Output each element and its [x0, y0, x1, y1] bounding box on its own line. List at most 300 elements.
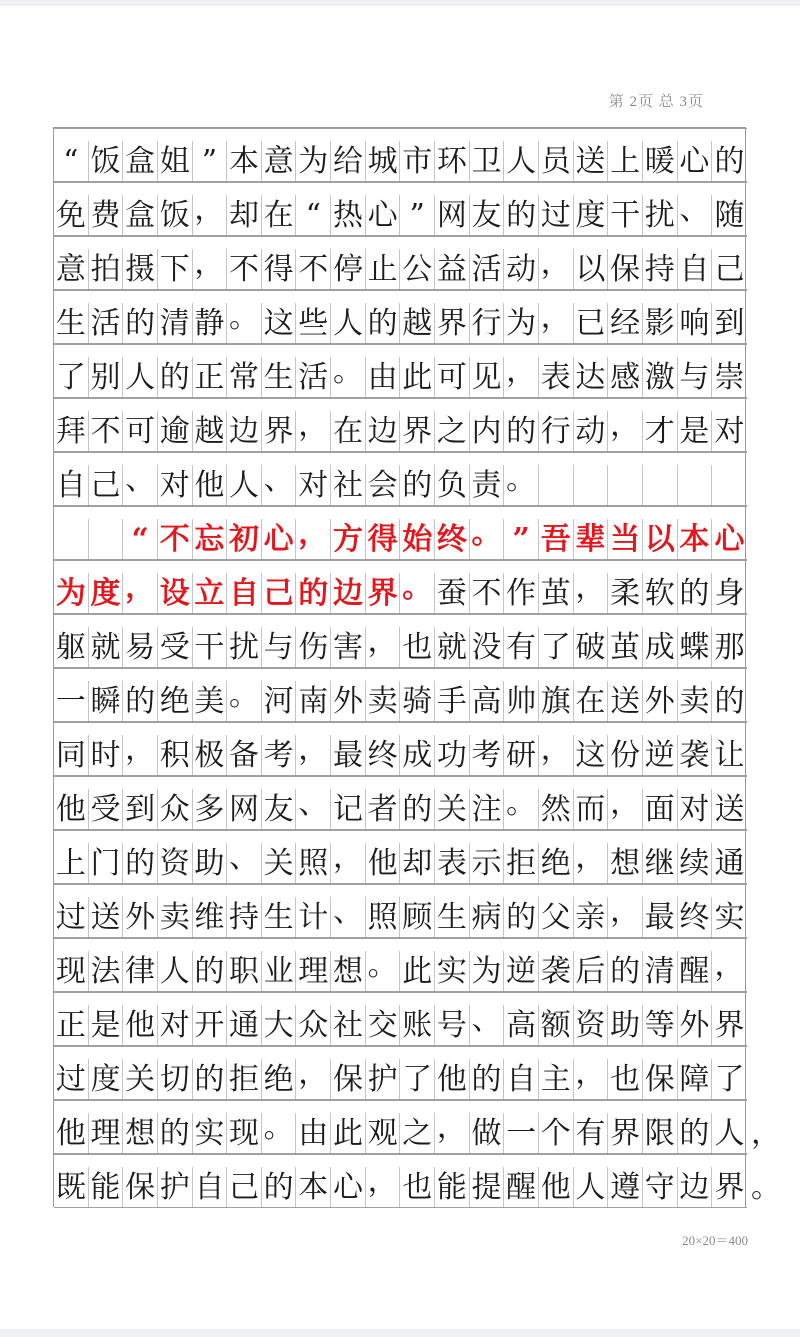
grid-cell: 照 [296, 843, 331, 884]
grid-cell: 。 [262, 1113, 297, 1154]
grid-cell: 静 [193, 303, 228, 344]
grid-cell: 行 [470, 303, 505, 344]
grid-cell: 边 [366, 411, 401, 452]
grid-cell: 等 [643, 1005, 678, 1046]
grid-cell: 通 [714, 846, 745, 881]
grid-cell: 的 [400, 789, 435, 830]
grid-cell: 绝 [158, 681, 193, 722]
grid-row [54, 506, 747, 560]
grid-cell: 就 [435, 627, 470, 668]
grid-cell: 扰 [643, 195, 678, 236]
grid-cell: 活 [470, 249, 505, 290]
grid-cell: 关 [123, 1059, 158, 1100]
grid-cell: 在 [574, 681, 609, 722]
grid-cell: 的 [158, 357, 193, 398]
grid-cell: 的 [504, 195, 539, 236]
grid-cell: ， [193, 249, 228, 290]
grid-cell: 考 [262, 735, 297, 776]
grid-cell: ， [331, 843, 366, 884]
grid-cell: 律 [123, 951, 158, 992]
grid-cell: 自 [504, 1059, 539, 1100]
grid-cell: 破 [574, 627, 609, 668]
grid-cell: 外 [678, 1005, 713, 1046]
grid-cell: 辈 [574, 519, 609, 560]
grid-cell: 个 [539, 1113, 574, 1154]
grid-cell: 人 [158, 951, 193, 992]
grid-cell: ， [296, 411, 331, 452]
grid-cell: 经 [608, 303, 643, 344]
grid-cell: 旗 [539, 681, 574, 722]
grid-cell: 益 [435, 249, 470, 290]
grid-cell: 的 [193, 951, 228, 992]
grid-cell: 现 [227, 1113, 262, 1154]
grid-cell: 限 [643, 1113, 678, 1154]
grid-cell: 吾 [539, 519, 574, 560]
grid-cell: 才 [643, 411, 678, 452]
grid-cell: 。 [227, 681, 262, 722]
grid-cells [54, 1056, 747, 1100]
grid-cell: ， [193, 195, 228, 236]
grid-cell: 的 [504, 411, 539, 452]
grid-cell: 计 [296, 897, 331, 938]
grid-cell: ， [296, 735, 331, 776]
grid-cell: 继 [643, 843, 678, 884]
grid-cell [678, 465, 713, 506]
grid-cell: 的 [678, 573, 713, 614]
grid-cells [54, 1164, 747, 1208]
grid-cell: 拒 [227, 1059, 262, 1100]
grid-cells [54, 141, 747, 182]
grid-cell: 动 [574, 411, 609, 452]
grid-cell: 作 [504, 573, 539, 614]
grid-cells [54, 624, 747, 668]
grid-cell: 。 [504, 789, 539, 830]
grid-cell: 终 [678, 897, 713, 938]
grid-cell: 人 [504, 141, 539, 182]
grid-cell: 遵 [608, 1167, 643, 1208]
grid-cell: 额 [539, 1005, 574, 1046]
grid-cell: 受 [158, 627, 193, 668]
grid-cell: ” [504, 519, 539, 560]
grid-cell: ， [539, 735, 574, 776]
grid-cell: ” [400, 195, 435, 236]
grid-cell: 热 [331, 195, 366, 236]
grid-row [54, 1046, 747, 1100]
grid-cell: 是 [678, 411, 713, 452]
grid-cell: 保 [331, 1059, 366, 1100]
grid-cells [54, 300, 747, 344]
grid-cell: 续 [678, 843, 713, 884]
grid-row [54, 992, 747, 1046]
grid-cell: 度 [89, 1059, 124, 1100]
grid-cell: ， [608, 411, 643, 452]
grid-cell: ， [539, 249, 574, 290]
grid-cell: 躯 [54, 627, 89, 668]
grid-cells [54, 246, 747, 290]
grid-cell: 绝 [539, 843, 574, 884]
grid-cell: 一 [54, 681, 89, 722]
grid-cell: 自 [54, 465, 89, 506]
grid-cell: 害 [331, 627, 366, 668]
grid-cell: 干 [193, 627, 228, 668]
grid-cell: 忘 [193, 519, 228, 560]
grid-cell: 保 [123, 1167, 158, 1208]
grid-cell: 骑 [400, 681, 435, 722]
grid-cell: 为 [470, 951, 505, 992]
grid-cell: 对 [714, 414, 745, 449]
grid-cell: 清 [643, 951, 678, 992]
grid-cells [54, 678, 747, 722]
grid-cell: 以 [643, 519, 678, 560]
grid-cells [54, 732, 747, 776]
grid-cell: 、 [123, 465, 158, 506]
grid-cell: 见 [470, 357, 505, 398]
grid-cell: 同 [54, 735, 89, 776]
grid-cell: 生 [262, 897, 297, 938]
grid-cell: 袭 [539, 951, 574, 992]
grid-cell: 醒 [678, 951, 713, 992]
grid-cell: 保 [643, 1059, 678, 1100]
grid-cell: 守 [643, 1167, 678, 1208]
grid-cell: 持 [227, 897, 262, 938]
grid-cell: 者 [366, 789, 401, 830]
grid-cell: 的 [470, 1059, 505, 1100]
grid-cell: 资 [574, 1005, 609, 1046]
grid-cell: 盒 [123, 141, 158, 182]
grid-cell: 最 [643, 897, 678, 938]
grid-cell: 方 [331, 519, 366, 560]
grid-cell: 城 [366, 141, 401, 182]
grid-cell: 在 [331, 411, 366, 452]
grid-cell: 逾 [158, 411, 193, 452]
grid-cell: 自 [227, 573, 262, 614]
grid-cell: 度 [89, 573, 124, 614]
grid-cells [54, 786, 747, 830]
grid-cell: 意 [262, 141, 297, 182]
grid-cell: 却 [227, 195, 262, 236]
grid-cells [54, 894, 747, 938]
grid-cell: 美 [193, 681, 228, 722]
grid-cell: 界 [714, 1008, 745, 1043]
grid-cell: 手 [435, 681, 470, 722]
grid-cell: 此 [400, 357, 435, 398]
grid-row [54, 344, 747, 398]
grid-cell: 卖 [678, 681, 713, 722]
grid-cell: 亲 [574, 897, 609, 938]
grid-cell: 扰 [227, 627, 262, 668]
grid-cell: 拜 [54, 411, 89, 452]
grid-cell: 自 [193, 1167, 228, 1208]
grid-cell: 的 [262, 1167, 297, 1208]
grid-cell: 他 [435, 1059, 470, 1100]
grid-row [54, 668, 747, 722]
grid-cell: 卖 [158, 897, 193, 938]
grid-row [54, 1154, 781, 1208]
grid-cell: “ [296, 195, 331, 236]
grid-cell: 蝶 [678, 627, 713, 668]
grid-cell: 对 [158, 1005, 193, 1046]
grid-cell: 的 [123, 303, 158, 344]
grid-cell [643, 465, 678, 506]
grid-cell: 己 [89, 465, 124, 506]
grid-cell: 病 [470, 897, 505, 938]
grid-cell: 实 [435, 951, 470, 992]
grid-cell: 不 [89, 411, 124, 452]
grid-cell: 拒 [504, 843, 539, 884]
grid-cell: 网 [227, 789, 262, 830]
grid-cell: 到 [123, 789, 158, 830]
grid-cell: 、 [470, 1005, 505, 1046]
grid-cell: 界 [435, 303, 470, 344]
grid-cells [54, 840, 747, 884]
grid-row [54, 290, 747, 344]
grid-cell: 实 [714, 900, 745, 935]
grid-cell: 软 [643, 573, 678, 614]
grid-cell: 响 [678, 303, 713, 344]
grid-cell: 外 [331, 681, 366, 722]
grid-cells [54, 516, 747, 560]
grid-cell: “ [123, 519, 158, 560]
grid-cell: 众 [158, 789, 193, 830]
grid-cell: 过 [54, 897, 89, 938]
grid-cell: 动 [504, 249, 539, 290]
grid-cell: 为 [54, 573, 89, 614]
grid-cell [539, 465, 574, 506]
grid-cell: 已 [574, 303, 609, 344]
grid-cell: 也 [400, 627, 435, 668]
grid-cell: ” [193, 141, 228, 182]
grid-cell: 做 [470, 1113, 505, 1154]
grid-cell: 终 [366, 735, 401, 776]
grid-cell: 人 [574, 1167, 609, 1208]
grid-cell: 瞬 [89, 681, 124, 722]
grid-cell: 人 [331, 303, 366, 344]
grid-cell: 职 [227, 951, 262, 992]
grid-cell: 由 [366, 357, 401, 398]
grid-cell: 维 [193, 897, 228, 938]
grid-cell: 的 [608, 951, 643, 992]
grid-cell: ， [366, 1167, 401, 1208]
grid-cell: 了 [714, 1062, 745, 1097]
grid-cell: 切 [158, 1059, 193, 1100]
grid-cell: 费 [89, 195, 124, 236]
grid-cell: 可 [435, 357, 470, 398]
grid-cell: 资 [158, 843, 193, 884]
grid-cell: 众 [296, 1005, 331, 1046]
grid-cell: 袭 [678, 735, 713, 776]
grid-cell: 那 [714, 630, 745, 665]
grid-cell: 关 [262, 843, 297, 884]
grid-cell: 受 [89, 789, 124, 830]
grid-cell: 、 [262, 465, 297, 506]
grid-cells [54, 408, 747, 452]
grid-cell: 身 [714, 576, 745, 611]
grid-cell: 清 [158, 303, 193, 344]
grid-cell: 己 [714, 252, 745, 287]
grid-cell: 顾 [400, 897, 435, 938]
grid-cell: ， [539, 303, 574, 344]
grid-cell: 公 [400, 249, 435, 290]
grid-cell: 。 [331, 357, 366, 398]
grid-cell: 网 [435, 195, 470, 236]
grid-cell: 越 [193, 411, 228, 452]
grid-cell: 送 [89, 897, 124, 938]
grid-cell: 友 [470, 195, 505, 236]
grid-cell: 之 [435, 411, 470, 452]
grid-cell: 最 [331, 735, 366, 776]
grid-cell: 通 [227, 1005, 262, 1046]
grid-cell: 影 [643, 303, 678, 344]
grid-cell: 暖 [643, 141, 678, 182]
grid-cell: 立 [193, 573, 228, 614]
grid-cell: 不 [227, 249, 262, 290]
grid-cell: 生 [435, 897, 470, 938]
grid-cell: 人 [714, 1116, 745, 1151]
grid-cell: 社 [331, 1005, 366, 1046]
grid-cell: 边 [331, 573, 366, 614]
grid-cell: 对 [158, 465, 193, 506]
grid-cell: 之 [400, 1113, 435, 1154]
grid-cell: 责 [470, 465, 505, 506]
bottom-strip [0, 1329, 800, 1337]
grid-cell: 法 [89, 951, 124, 992]
grid-cell: 持 [643, 249, 678, 290]
grid-cell: 大 [262, 1005, 297, 1046]
grid-cell: 干 [608, 195, 643, 236]
grid-cells [54, 1110, 747, 1154]
grid-cell: 想 [331, 951, 366, 992]
grid-cell: 他 [54, 789, 89, 830]
grid-cell: 负 [435, 465, 470, 506]
grid-cell: 助 [193, 843, 228, 884]
grid-count-note: 20×20＝400 [682, 1233, 748, 1248]
grid-cell: 成 [643, 627, 678, 668]
grid-cell: 以 [574, 249, 609, 290]
grid-cell: 示 [470, 843, 505, 884]
grid-cell: 的 [714, 144, 745, 179]
grid-cell: 界 [262, 411, 297, 452]
grid-cell: 极 [193, 735, 228, 776]
grid-cell: 生 [262, 357, 297, 398]
grid-cell: 河 [262, 681, 297, 722]
grid-cell: 绝 [262, 1059, 297, 1100]
grid-cell: 初 [227, 519, 262, 560]
grid-cell: 却 [400, 843, 435, 884]
grid-cell: 止 [366, 249, 401, 290]
grid-cell: 对 [296, 465, 331, 506]
grid-cell: 既 [54, 1167, 89, 1208]
grid-cell: 上 [54, 843, 89, 884]
grid-cell: 可 [123, 411, 158, 452]
grid-cell: 摄 [123, 249, 158, 290]
grid-row [54, 398, 747, 452]
grid-cell: 醒 [504, 1167, 539, 1208]
grid-cell: 多 [193, 789, 228, 830]
grid-cell: 崇 [714, 360, 745, 395]
grid-cell: 父 [539, 897, 574, 938]
grid-cell: 停 [331, 249, 366, 290]
grid-cell: 送 [714, 792, 745, 827]
grid-cell: 想 [608, 843, 643, 884]
grid-cell: 的 [504, 897, 539, 938]
grid-cell: 友 [262, 789, 297, 830]
grid-cell: 设 [158, 573, 193, 614]
grid-cell: 得 [366, 519, 401, 560]
grid-cell: 现 [54, 951, 89, 992]
grid-cell: 饭 [158, 195, 193, 236]
grid-cell: 由 [296, 1113, 331, 1154]
grid-cell: 积 [158, 735, 193, 776]
grid-cell: 过 [54, 1059, 89, 1100]
grid-cell: 号 [435, 1005, 470, 1046]
grid-cell: ， [574, 573, 609, 614]
grid-cell: ， [435, 1113, 470, 1154]
grid-cell: 活 [89, 303, 124, 344]
grid-cell: 了 [400, 1059, 435, 1100]
grid-cell: 人 [227, 465, 262, 506]
grid-cell: 的 [678, 1113, 713, 1154]
grid-cell: 达 [574, 357, 609, 398]
grid-cell: 不 [470, 573, 505, 614]
grid-cell: 心 [366, 195, 401, 236]
grid-cell: 逆 [643, 735, 678, 776]
grid-cell: 员 [539, 141, 574, 182]
grid-cell: 边 [227, 411, 262, 452]
grid-cell: 、 [227, 843, 262, 884]
grid-cell: 观 [366, 1113, 401, 1154]
grid-cell: 关 [435, 789, 470, 830]
grid-cell: 意 [54, 249, 89, 290]
grid-cell: 。 [470, 519, 505, 560]
grid-cell: 他 [193, 465, 228, 506]
grid-cell: 份 [608, 735, 643, 776]
grid-cell: 界 [400, 411, 435, 452]
grid-cell [712, 465, 747, 506]
grid-cell: 备 [227, 735, 262, 776]
grid-cell: ， [574, 1059, 609, 1100]
grid-cell: 研 [504, 735, 539, 776]
grid-cells [54, 948, 747, 992]
grid-cell: 提 [470, 1167, 505, 1208]
grid-cell: 为 [504, 303, 539, 344]
grid-cell: 在 [262, 195, 297, 236]
grid-cell: 高 [470, 681, 505, 722]
grid-cell: 了 [539, 627, 574, 668]
grid-cell: 生 [54, 303, 89, 344]
grid-row [54, 884, 747, 938]
grid-cell: 想 [123, 1113, 158, 1154]
grid-cell: 助 [608, 1005, 643, 1046]
grid-cell: 免 [54, 195, 89, 236]
grid-cell: 交 [366, 1005, 401, 1046]
composition-grid-sheet [53, 127, 781, 1207]
grid-cell: 越 [400, 303, 435, 344]
grid-cell: ， [296, 1059, 331, 1100]
grid-cell: 正 [54, 1005, 89, 1046]
grid-cell: 时 [89, 735, 124, 776]
grid-cell: 的 [400, 465, 435, 506]
grid-cell: 也 [608, 1059, 643, 1100]
grid-cell: 此 [331, 1113, 366, 1154]
grid-cell: ， [123, 573, 158, 614]
grid-cell: 界 [608, 1113, 643, 1154]
grid-cells [54, 354, 747, 398]
margin-punctuation: 。 [751, 1170, 781, 1205]
grid-cell: 心 [262, 519, 297, 560]
grid-row [54, 1100, 781, 1154]
grid-cell: 账 [400, 1005, 435, 1046]
grid-cell: 有 [574, 1113, 609, 1154]
